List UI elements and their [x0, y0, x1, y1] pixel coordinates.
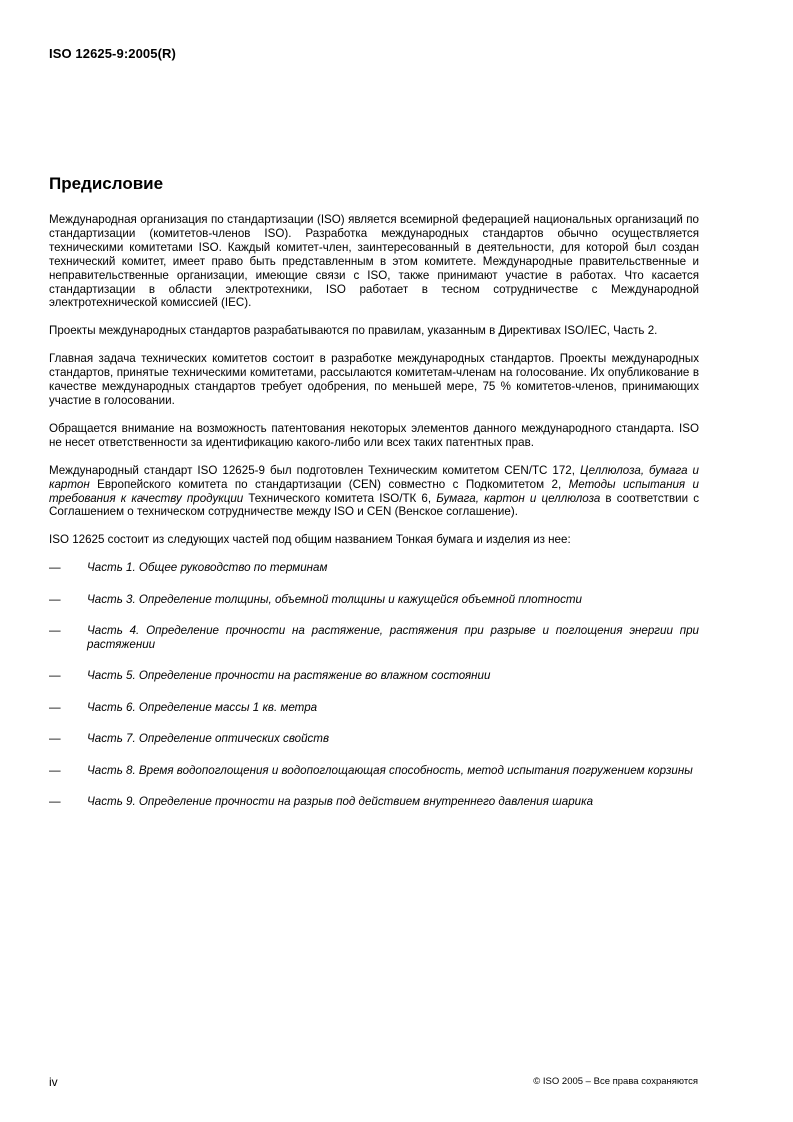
paragraph-technical-committees: Главная задача технических комитетов состоит в разработке международных стандартов. Проекты международных стандартов, принятые техническими комитетами, рассылаются комитетам-членам на голосование. Их опубликование в качестве международных стандартов требует одобрения, по меньшей мере, 75 % комитетов-членов, принимающих участие в голосовании.: [49, 352, 699, 407]
list-item-text: Часть 3. Определение толщины, объемной толщины и кажущейся объемной плотности: [87, 592, 582, 606]
list-dash: —: [49, 700, 61, 714]
paragraph-parts-intro: ISO 12625 состоит из следующих частей под общим названием Тонкая бумага и изделия из нее:: [49, 533, 571, 547]
list-item: [49, 764, 699, 778]
list-dash: —: [49, 732, 61, 746]
preparation-text-1: Международный стандарт ISO 12625-9 был подготовлен Техническим комитетом CEN/TC 172,: [49, 463, 580, 477]
committee-name-italic: Целлюлоза, бумага и картон: [49, 463, 699, 491]
copyright-notice: © ISO 2005 – Все права сохраняются: [533, 1076, 698, 1087]
list-dash: —: [49, 624, 61, 638]
list-dash: —: [49, 592, 61, 606]
tc6-name-italic: Бумага, картон и целлюлоза: [436, 491, 601, 505]
preparation-text-3: Технического комитета ISO/ТК 6,: [243, 491, 437, 505]
list-item: [49, 669, 699, 683]
list-item-text: Часть 8. Время водопоглощения и водопоглощающая способность, метод испытания погружением корзины: [87, 763, 693, 777]
list-item-text: Часть 1. Общее руководство по терминам: [87, 561, 328, 575]
list-dash: —: [49, 669, 61, 683]
page-number: iv: [49, 1075, 58, 1089]
list-item-text: Часть 4. Определение прочности на растяжение, растяжения при разрыве и поглощения энергии при растяжении: [87, 624, 699, 651]
list-item-text: Часть 7. Определение оптических свойств: [87, 732, 330, 746]
list-dash: —: [49, 561, 61, 575]
page-title: Предисловие: [49, 174, 164, 193]
paragraph-patents: Обращается внимание на возможность патентования некоторых элементов данного международного стандарта. ISO не несет ответственности за идентификацию какого-либо или всех таких патентных прав.: [49, 421, 699, 449]
foreword-body: [49, 213, 699, 826]
list-item: [49, 701, 699, 715]
list-item: [49, 593, 699, 607]
list-item-text: Часть 6. Определение массы 1 кв. метра: [87, 700, 318, 714]
list-item: [49, 561, 699, 575]
list-item-text: Часть 9. Определение прочности на разрыв под действием внутреннего давления шарика: [87, 794, 594, 808]
paragraph-directives: Проекты международных стандартов разрабатываются по правилам, указанным в Директивах ISO/IEC, Часть 2.: [49, 324, 658, 338]
subcommittee-name-italic: Методы испытания и требования к качеству продукции: [49, 477, 699, 505]
parts-list: [49, 561, 699, 809]
list-item: [49, 795, 699, 809]
document-id: ISO 12625-9:2005(R): [49, 46, 176, 61]
list-item: [49, 732, 699, 746]
preparation-text-4: в соответствии с Соглашением о техническом сотрудничестве между ISO и CEN (Венское соглашение).: [49, 491, 699, 519]
preparation-text-2: Европейского комитета по стандартизации (CEN) совместно с Подкомитетом 2,: [89, 477, 569, 491]
list-dash: —: [49, 763, 61, 777]
list-item-text: Часть 5. Определение прочности на растяжение во влажном состоянии: [87, 669, 491, 683]
paragraph-preparation: [49, 464, 699, 520]
list-item: [49, 624, 699, 652]
paragraph-iso-organization: Международная организация по стандартизации (ISO) является всемирной федерацией национальных организаций по стандартизации (комитетов-членов ISO). Разработка международных стандартов обычно осуществляется техническими комитетами ISO. Каждый комитет-член, заинтересованный в деятельности, для которой был создан технический комитет, имеет право быть представленным в этом комитете. Международные правительственные и неправительственные организации, имеющие связи с ISO, также принимают участие в работах. Что касается стандартизации в области электротехники, ISO работает в тесном сотрудничестве с Международной электротехнической комиссией (IEC).: [49, 213, 699, 310]
list-dash: —: [49, 794, 61, 808]
